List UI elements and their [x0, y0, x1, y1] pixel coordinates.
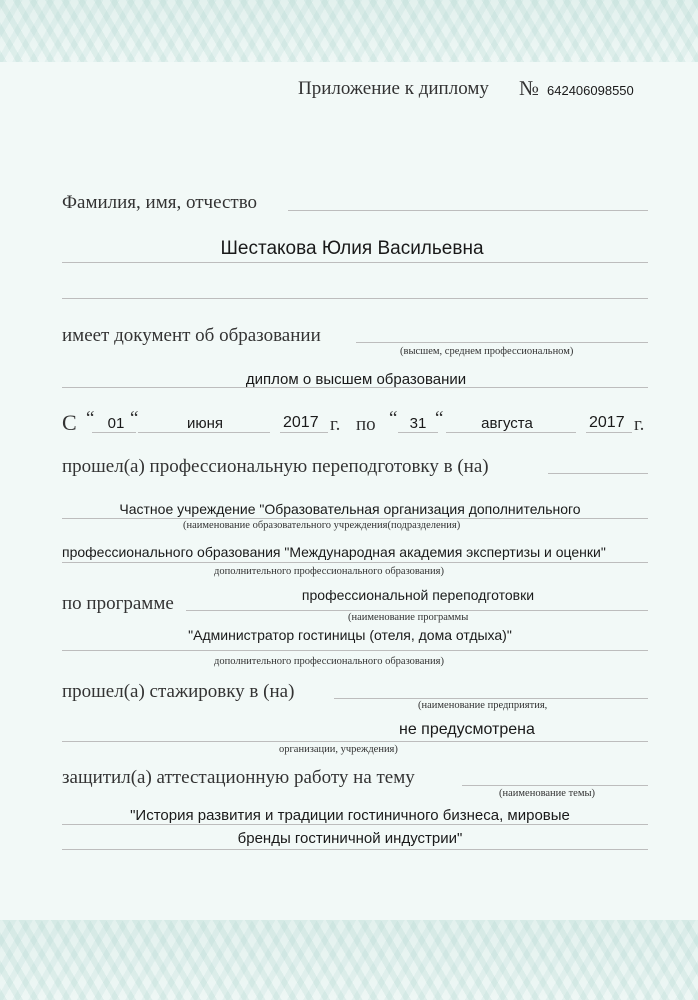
- document-label: имеет документ об образовании: [62, 325, 321, 346]
- thesis-value-line1: "История развития и традиции гостиничного бизнеса, мировые: [130, 807, 570, 824]
- internship-value: не предусмотрена: [399, 721, 535, 738]
- fio-line-3: [62, 298, 648, 299]
- period-from-year: 2017: [283, 414, 319, 431]
- internship-label: прошел(а) стажировку в (на): [62, 681, 295, 702]
- program-value-line2: "Администратор гостиницы (отеля, дома отдыха)": [188, 627, 512, 643]
- retraining-line: [548, 473, 648, 474]
- period-from-prefix: С: [62, 410, 77, 435]
- retraining-org-line1: Частное учреждение "Образовательная организация дополнительного: [119, 501, 581, 517]
- document-value: диплом о высшем образовании: [245, 371, 467, 388]
- thesis-value-line2-rule: [62, 849, 648, 850]
- number-sign: №: [519, 76, 540, 100]
- internship-value-rule: [62, 741, 648, 742]
- period-from-close-quote: “: [130, 408, 139, 429]
- thesis-value-line2: бренды гостиничной индустрии": [237, 830, 463, 847]
- thesis-line: [462, 785, 648, 786]
- period-to-prefix: по: [356, 414, 376, 435]
- program-label: по программе: [62, 593, 174, 614]
- retraining-hint2: дополнительного профессионального образования): [214, 566, 444, 577]
- period-from-month-line: [138, 432, 270, 433]
- thesis-value-line1-rule: [62, 824, 648, 825]
- period-to-day: 31: [409, 415, 427, 432]
- program-line: [186, 610, 648, 611]
- thesis-hint: (наименование темы): [499, 788, 596, 799]
- program-hint1: (наименование программы: [348, 612, 469, 623]
- decorative-band-bottom: [0, 920, 698, 1000]
- diploma-number: 642406098550: [547, 83, 634, 98]
- period-from-day-line: [92, 432, 136, 433]
- decorative-band-top: [0, 0, 698, 62]
- period-to-close-quote: “: [435, 408, 444, 429]
- period-from-year-suffix: г.: [330, 414, 341, 435]
- fio-line-1: [288, 210, 648, 211]
- internship-line: [334, 698, 648, 699]
- period-to-year-line: [586, 432, 632, 433]
- period-to-year-suffix: г.: [634, 414, 645, 435]
- retraining-org-line2-rule: [62, 562, 648, 563]
- period-to-month: августа: [481, 415, 533, 432]
- period-to-day-line: [398, 432, 438, 433]
- period-from-year-line: [280, 432, 328, 433]
- period-to-month-line: [446, 432, 576, 433]
- period-from-month: июня: [186, 415, 224, 432]
- period-to-year: 2017: [589, 414, 625, 431]
- period-to-open-quote: “: [389, 408, 398, 429]
- program-value-line1: профессиональной переподготовки: [301, 587, 535, 603]
- retraining-hint1: (наименование образовательного учреждения(подразделения): [183, 520, 461, 531]
- retraining-org-line2: профессионального образования "Международная академия экспертизы и оценки": [62, 544, 606, 560]
- document-hint: (высшем, среднем профессиональном): [400, 346, 574, 357]
- fio-value: Шестакова Юлия Васильевна: [220, 238, 484, 259]
- thesis-label: защитил(а) аттестационную работу на тему: [62, 767, 415, 788]
- period-from-day: 01: [107, 415, 125, 432]
- retraining-org-line1-rule: [62, 518, 648, 519]
- internship-hint2: организации, учреждения): [279, 744, 398, 755]
- fio-label: Фамилия, имя, отчество: [62, 192, 258, 213]
- retraining-label: прошел(а) профессиональную переподготовку в (на): [62, 456, 489, 477]
- program-hint2: дополнительного профессионального образования): [214, 656, 444, 667]
- header-title: Приложение к диплому: [298, 78, 489, 99]
- program-value-line2-rule: [62, 650, 648, 651]
- internship-hint1: (наименование предприятия,: [418, 700, 548, 711]
- document-value-line: [62, 387, 648, 388]
- fio-line-2: [62, 262, 648, 263]
- document-line: [356, 342, 648, 343]
- period-from-open-quote: “: [86, 408, 95, 429]
